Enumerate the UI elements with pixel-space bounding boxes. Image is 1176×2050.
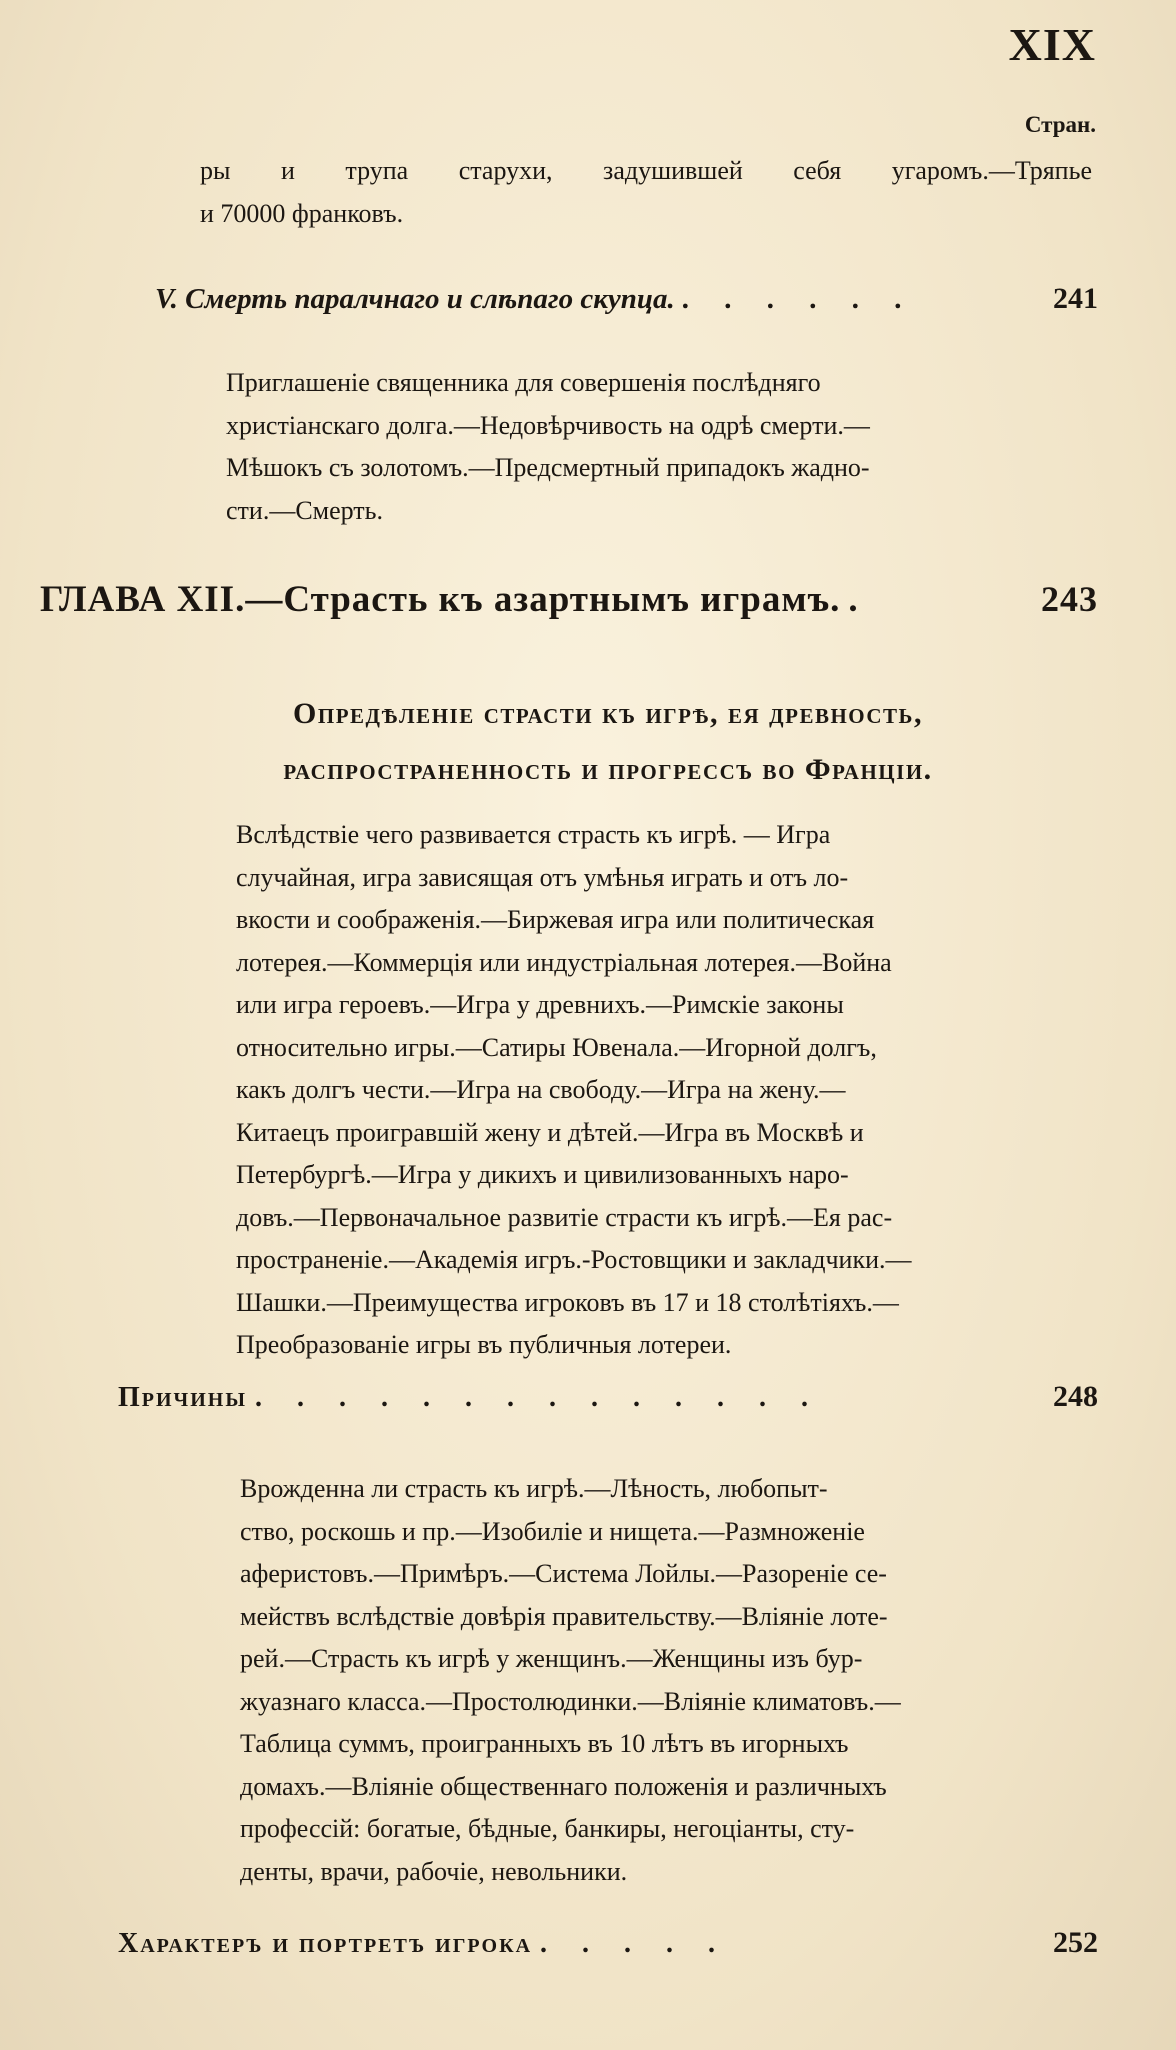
text-line: вкости и соображенія.—Биржевая игра или политическая (236, 905, 875, 934)
text-line: и 70000 франковъ. (200, 198, 404, 228)
text-line: Петербургѣ.—Игра у дикихъ и цивилизованныхъ наро- (236, 1160, 849, 1189)
toc-leader-dots: . . . . . (540, 1928, 730, 1959)
toc-entry-title: Причины (118, 1382, 247, 1413)
text-line: ство, роскошь и пр.—Изобиліе и нищета.—Размноженіе (240, 1516, 865, 1546)
toc-description-block-3 (236, 814, 1092, 1367)
text-line: Вслѣдствіе чего развивается страсть къ игрѣ. — Игра (236, 820, 831, 849)
toc-entry-page: 252 (1053, 1926, 1098, 1959)
text-line: Китаецъ проигравшій жену и дѣтей.—Игра въ Москвѣ и (236, 1117, 864, 1147)
section-heading-line: распространенность и прогрессъ во Франціи. (283, 753, 933, 786)
text-line: Таблица суммъ, проигранныхъ въ 10 лѣтъ въ игорныхъ (240, 1729, 849, 1758)
section-heading (118, 686, 1098, 798)
toc-leader-dots: . . . . . . (682, 283, 917, 315)
toc-entry-page: 243 (1041, 579, 1098, 619)
text-line: случайная, игра зависящая отъ умѣнья играть и отъ ло- (236, 862, 849, 892)
text-line: христіанскаго долга.—Недовѣрчивость на одрѣ смерти.— (226, 410, 870, 440)
toc-entry-section-v (155, 282, 1098, 316)
text-line: или игра героевъ.—Игра у древнихъ.—Римскіе законы (236, 990, 844, 1019)
toc-entry-chapter (40, 578, 1098, 621)
text-line: относительно игры.—Сатиры Ювенала.—Игорной долгъ, (236, 1032, 877, 1062)
toc-entry-page: 241 (1053, 282, 1098, 315)
toc-description-block-2 (226, 362, 1092, 532)
toc-entry-causes (118, 1380, 1098, 1414)
toc-entry-title: Характеръ и портретъ игрока (118, 1928, 533, 1959)
text-line: ры и трупа старухи, задушившей себя угаромъ.—Тряпье (200, 156, 1092, 185)
text-line: домахъ.—Вліяніе общественнаго положенія и различныхъ (240, 1771, 887, 1801)
page-folio: XIX (1008, 19, 1096, 70)
text-line: сти.—Смерть. (226, 495, 384, 525)
text-line: Приглашеніе священника для совершенія послѣдняго (226, 368, 821, 397)
toc-entry-character (118, 1926, 1098, 1960)
section-heading-line: Опредѣленіе страсти къ игрѣ, ея древность, (293, 697, 923, 730)
text-line: рей.—Страсть къ игрѣ у женщинъ.—Женщины изъ бур- (240, 1644, 863, 1673)
text-line: пространеніе.—Академія игръ.-Ростовщики и закладчики.— (236, 1245, 912, 1274)
toc-description-block-4 (240, 1468, 1092, 1893)
text-line: довъ.—Первоначальное развитіе страсти къ игрѣ.—Ея рас- (236, 1202, 893, 1232)
page-column-label: Стран. (1024, 112, 1096, 137)
text-line: Мѣшокъ съ золотомъ.—Предсмертный припадокъ жадно- (226, 453, 870, 482)
text-line: какъ долгъ чести.—Игра на свободу.—Игра на жену.— (236, 1075, 846, 1104)
text-line: жуазнаго класса.—Простолюдинки.—Вліяніе климатовъ.— (240, 1686, 901, 1716)
text-line: Преобразованіе игры въ публичныя лотереи. (236, 1330, 732, 1359)
text-line: профессій: богатые, бѣдные, банкиры, негоціанты, сту- (240, 1814, 855, 1843)
toc-entry-title: V. Смерть паралчнаго и слѣпаго скупца. (155, 283, 675, 315)
toc-leader-dots: . (848, 579, 868, 620)
text-line: Шашки.—Преимущества игроковъ въ 17 и 18 столѣтіяхъ.— (236, 1287, 899, 1317)
chapter-title: ГЛАВА XII.—Страсть къ азартнымъ играмъ. (40, 579, 841, 620)
toc-leader-dots: . . . . . . . . . . . . . . (254, 1382, 822, 1413)
toc-description-block-1 (200, 150, 1092, 235)
text-line: мействъ вслѣдствіе довѣрія правительству.—Вліяніе лоте- (240, 1601, 888, 1631)
text-line: денты, врачи, рабочіе, невольники. (240, 1856, 628, 1886)
text-line: аферистовъ.—Примѣръ.—Система Лойлы.—Разореніе се- (240, 1559, 887, 1588)
text-line: лотерея.—Коммерція или индустріальная лотерея.—Война (236, 947, 892, 977)
text-line: Врожденна ли страсть къ игрѣ.—Лѣность, любопыт- (240, 1474, 828, 1503)
toc-entry-page: 248 (1053, 1380, 1098, 1413)
